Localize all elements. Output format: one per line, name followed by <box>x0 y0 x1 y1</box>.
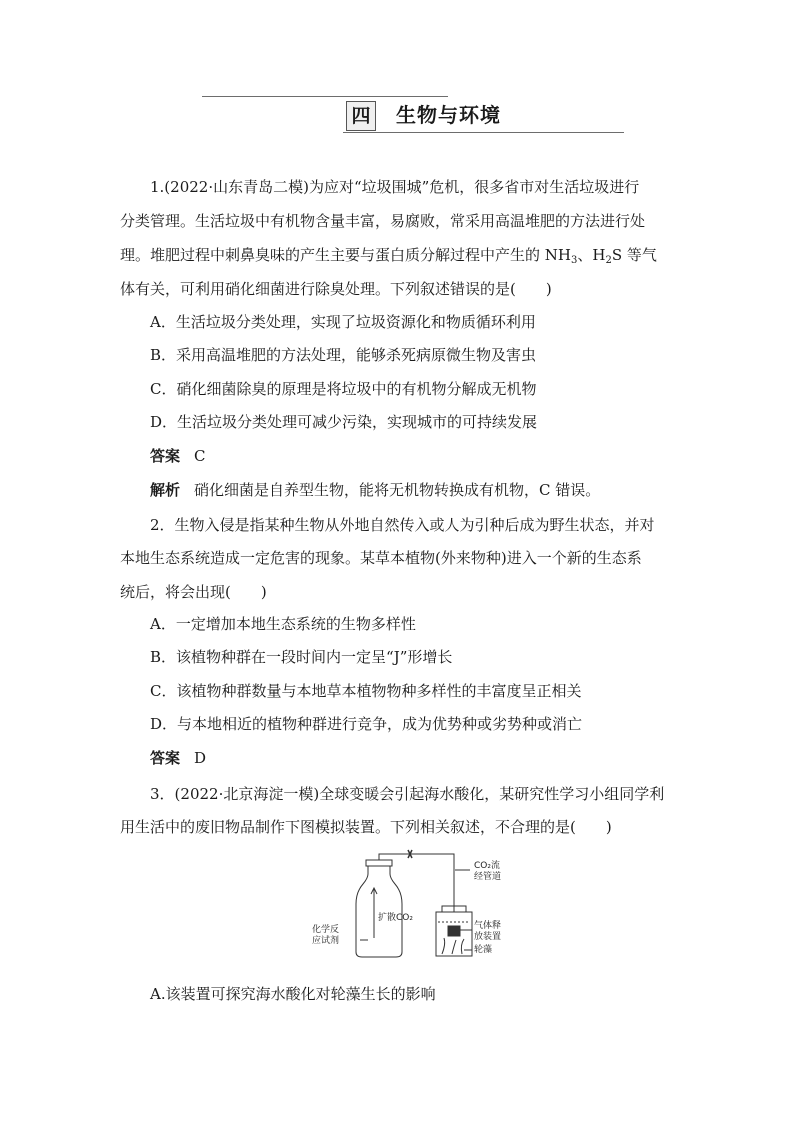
q2-option-a: A．一定增加本地生态系统的生物多样性 <box>150 615 416 633</box>
q2-stem-line-3: 统后，将会出现( ) <box>120 583 267 601</box>
q1-option-c: C．硝化细菌除臭的原理是将垃圾中的有机物分解成无机物 <box>150 380 537 398</box>
q2-stem-line-1: 2．生物入侵是指某种生物从外地自然传入或人为引种后成为野生状态，并对 <box>150 516 655 534</box>
q1-analysis: 解析 硝化细菌是自养型生物，能将无机物转换成有机物，C 错误。 <box>150 481 601 499</box>
q3-stem-line-1: 3．(2022·北京海淀一模)全球变暖会引起海水酸化，某研究性学习小组同学利 <box>150 785 665 803</box>
q1-option-d: D．生活垃圾分类处理可减少污染，实现城市的可持续发展 <box>150 413 538 431</box>
bottle-outline <box>356 866 402 957</box>
label-gas-release-2: 放装置 <box>474 932 502 942</box>
section-title: 生物与环境 <box>396 103 501 127</box>
header-rule-bottom <box>343 132 624 133</box>
label-gas-release-1: 气体释 <box>474 921 502 931</box>
q2-stem-line-2: 本地生态系统造成一定危害的现象。某草本植物(外来物种)进入一个新的生态系 <box>120 549 642 567</box>
q1-stem-line-3: 理。堆肥过程中刺鼻臭味的产生主要与蛋白质分解过程中产生的 $NH_3$、$H_2S$ 等气 <box>120 246 657 266</box>
section-number: 四 <box>346 101 376 131</box>
q3-option-a: A.该装置可探究海水酸化对轮藻生长的影响 <box>150 985 436 1003</box>
label-co2-pipe-2: 经管道 <box>474 872 502 882</box>
q1-stem-line-2: 分类管理。生活垃圾中有机物含量丰富，易腐败，常采用高温堆肥的方法进行处 <box>120 212 646 230</box>
label-algae: 轮藻 <box>474 945 493 955</box>
answer-label: 答案 <box>150 749 181 767</box>
q2-answer: 答案 D <box>150 749 207 767</box>
answer-label: 答案 <box>150 447 181 465</box>
algae <box>442 938 464 954</box>
q1-subscript-2: 2 <box>605 255 612 266</box>
bottle-cap <box>366 860 392 866</box>
apparatus-diagram <box>308 848 508 963</box>
q1-stem-line-4: 体有关，可利用硝化细菌进行除臭处理。下列叙述错误的是( ) <box>120 280 552 298</box>
q1-option-b: B．采用高温堆肥的方法处理，能够杀死病原微生物及害虫 <box>150 346 537 364</box>
gas-release-device <box>448 926 460 936</box>
q1-stem-line-1: 1.(2022·山东青岛二模)为应对“垃圾围城”危机，很多省市对生活垃圾进行 <box>150 178 640 196</box>
label-co2-pipe-1: CO₂流 <box>474 861 500 871</box>
label-reagent-2: 应试剂 <box>312 936 340 946</box>
label-reagent-1: 化学反 <box>312 925 340 935</box>
q2-option-d: D．与本地相近的植物种群进行竞争，成为优势种或劣势种或消亡 <box>150 715 583 733</box>
q3-stem-line-2: 用生活中的废旧物品制作下图模拟装置。下列相关叙述，不合理的是( ) <box>120 818 612 836</box>
header-rule-top <box>202 96 448 97</box>
q1-option-a: A．生活垃圾分类处理，实现了垃圾资源化和物质循环利用 <box>150 313 536 331</box>
q1-subscript-3: 3 <box>570 255 578 266</box>
q2-option-b: B．该植物种群在一段时间内一定呈“J”形增长 <box>150 648 453 666</box>
q1-answer: 答案 C <box>150 447 206 465</box>
gas-pipe <box>379 854 454 912</box>
label-diffuse-co2: 扩散CO₂ <box>378 913 413 923</box>
analysis-label: 解析 <box>150 481 181 499</box>
q2-option-c: C．该植物种群数量与本地草本植物物种多样性的丰富度呈正相关 <box>150 682 582 700</box>
